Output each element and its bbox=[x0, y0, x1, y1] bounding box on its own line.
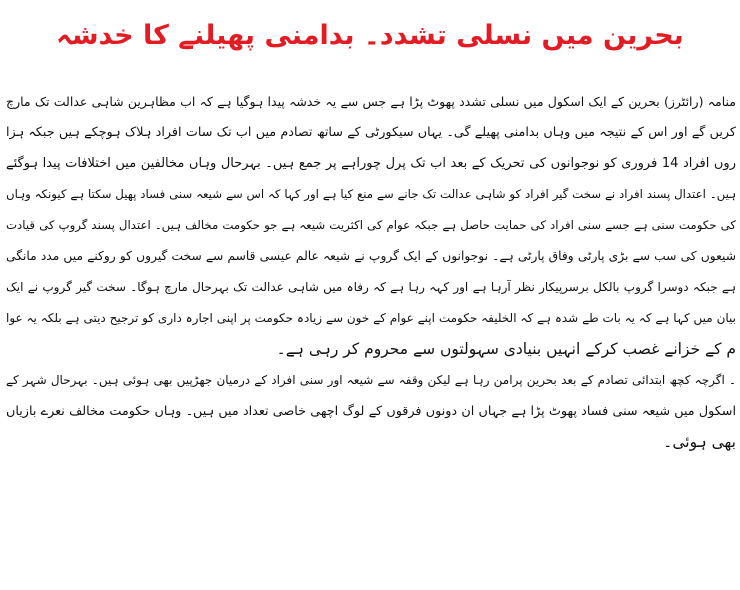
body-line: ہے جبکہ دوسرا گروپ بالکل برسرپیکار نظر آرہا ہے اور کہہ رہا ہے کہ رفاہ میں شاہی عدالت تک بہرحال مارچ ہوگا۔ سخت گیر گروپ نے ایک bbox=[6, 280, 736, 294]
body-line: ہیں۔ اعتدال پسند افراد نے سخت گیر افراد کو شاہی عدالت تک جانے سے منع کیا ہے اور کہا کہ اس سے شیعہ سنی فساد پھیل سکتا ہے کیونکہ وہاں bbox=[6, 187, 736, 201]
body-line: ۔ اگرچہ کچھ ابتدائی تصادم کے بعد بحرین پرامن رہا ہے لیکن وقفہ سے شیعہ اور سنی افراد کے درمیان جھڑپیں بھی ہوئی ہیں۔ بہرحال شہر کے bbox=[6, 373, 736, 387]
body-line: کریں گے اور اس کے نتیجہ میں وہاں بدامنی پھیلے گی۔ یہاں سیکورٹی کے ساتھ تصادم میں اب تک سات افراد ہلاک ہوچکے ہیں جبکہ ہزا bbox=[6, 125, 736, 140]
body-line: بیان میں کہا ہے کہ یہ بات طے شدہ ہے کہ الخلیفہ حکومت اپنے عوام کے خون سے زیادہ حکومت پر اپنی اجارہ داری کو ترجیح دیتی ہے بلکہ یہ عوا bbox=[6, 311, 736, 325]
article-headline: بحرین میں نسلی تشدد۔ بدامنی پھیلنے کا خدشہ bbox=[56, 20, 684, 51]
body-line: بھی ہوئی۔ bbox=[663, 433, 736, 451]
body-line: منامہ (رائٹرز) بحرین کے ایک اسکول میں نسلی تشدد پھوٹ پڑا ہے جس سے یہ خدشہ پیدا ہوگیا ہے کہ اب مظاہرین شاہی عدالت تک مارچ bbox=[6, 94, 736, 109]
body-line: کی حکومت سنی ہے جسے سنی افراد کی حمایت حاصل ہے جبکہ عوام کی اکثریت شیعہ ہے جو حکومت مخالف ہیں۔ اعتدال پسند گروپ کی قیادت bbox=[6, 218, 736, 232]
body-line: اسکول میں شیعہ سنی فساد پھوٹ پڑا ہے جہاں ان دونوں فرقوں کے لوگ اچھی خاصی تعداد میں ہیں۔ وہاں حکومت مخالف نعرے بازیاں bbox=[6, 404, 736, 419]
body-line: روں افراد 14 فروری کو نوجوانوں کی تحریک کے بعد اب تک پرل چوراہے پر جمع ہیں۔ بہرحال وہاں مخالفین میں اختلافات پیدا ہوگئے bbox=[6, 156, 736, 171]
article-body bbox=[6, 86, 736, 458]
body-line: شیعوں کی سب سے بڑی پارٹی وفاق پارٹی ہے۔ نوجوانوں کے ایک گروپ نے شیعہ عالم عیسی قاسم سے سخت گیروں کو روکنے میں مدد مانگی bbox=[6, 249, 736, 263]
body-line: م کے خزانے غصب کرکے انہیں بنیادی سہولتوں سے محروم کر رہی ہے۔ bbox=[276, 340, 736, 358]
